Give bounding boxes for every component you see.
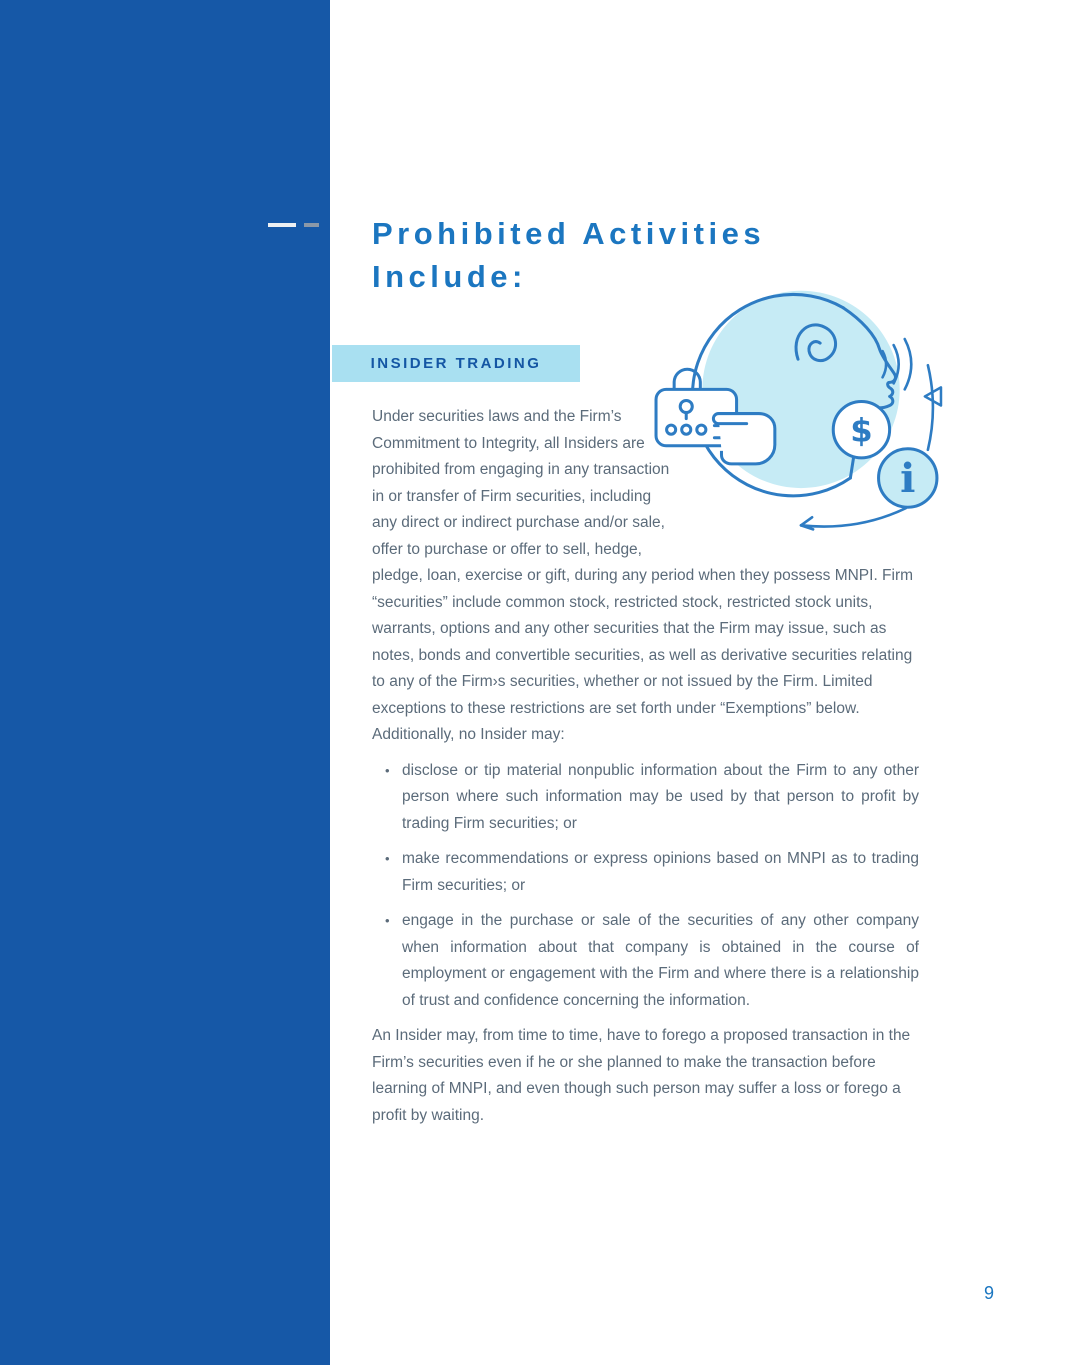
dash-white (268, 223, 296, 227)
svg-text:$: $ (850, 411, 873, 450)
list-item-text: engage in the purchase or sale of the securities of any other company when information about that company is obtained in the course of employment or engagement with the Firm and where there is a relationship of trust and confidence concerning the information. (402, 912, 919, 1009)
paragraph-intro: Under securities laws and the Firm’s Commitment to Integrity, all Insiders are prohibited from engaging in any transaction in or transfer of Firm securities, including any direct or indirect purchase and/or sale, offer to purchase or offer to sell, hedge, pledge, loan, exercise or gift, during any period when they possess MNPI. Firm “securities” include common stock, restricted stock, restricted stock units, warrants, options and any other securities that the Firm may issue, such as notes, bonds and convertible securities, as well as derivative securities relating to any of the Firm›s securities, whether or not issued by the Firm. Limited exceptions to these restrictions are set forth under “Exemptions” below. (372, 408, 914, 717)
curve-right (928, 365, 933, 450)
list-item (385, 846, 919, 899)
page-title-line2: Include: (372, 259, 527, 294)
paragraph-closing: An Insider may, from time to time, have to forego a proposed transaction in the Firm’s securities even if he or she planned to make the transaction before learning of MNPI, and even though such person may suffer a loss or forego a profit by waiting. (372, 1027, 911, 1124)
content-area (330, 0, 1068, 1365)
prohibited-actions-list (372, 758, 919, 1015)
section-badge-label: INSIDER TRADING (370, 355, 542, 372)
list-item-text: disclose or tip material nonpublic information about the Firm to any other person where such information may be used by that person to profit by trading Firm securities; or (402, 761, 919, 832)
bullet-icon: • (385, 851, 390, 866)
list-item (385, 758, 919, 838)
heading-dashes (268, 223, 319, 227)
bullet-icon: • (385, 913, 390, 928)
list-item (385, 908, 919, 1014)
paragraph-lead-in: Additionally, no Insider may: (372, 726, 565, 743)
list-item-text: make recommendations or express opinions based on MNPI as to trading Firm securities; or (402, 850, 919, 894)
svg-text:i: i (900, 455, 916, 503)
page-number: 9 (984, 1283, 995, 1303)
section-badge (332, 345, 580, 382)
bullet-icon: • (385, 762, 390, 778)
body-copy (372, 404, 919, 1129)
illustration-wrap-spacer (674, 404, 919, 537)
dash-gray (304, 223, 319, 227)
sidebar-band (0, 0, 330, 1365)
page-title-line1: Prohibited Activities (372, 216, 766, 251)
